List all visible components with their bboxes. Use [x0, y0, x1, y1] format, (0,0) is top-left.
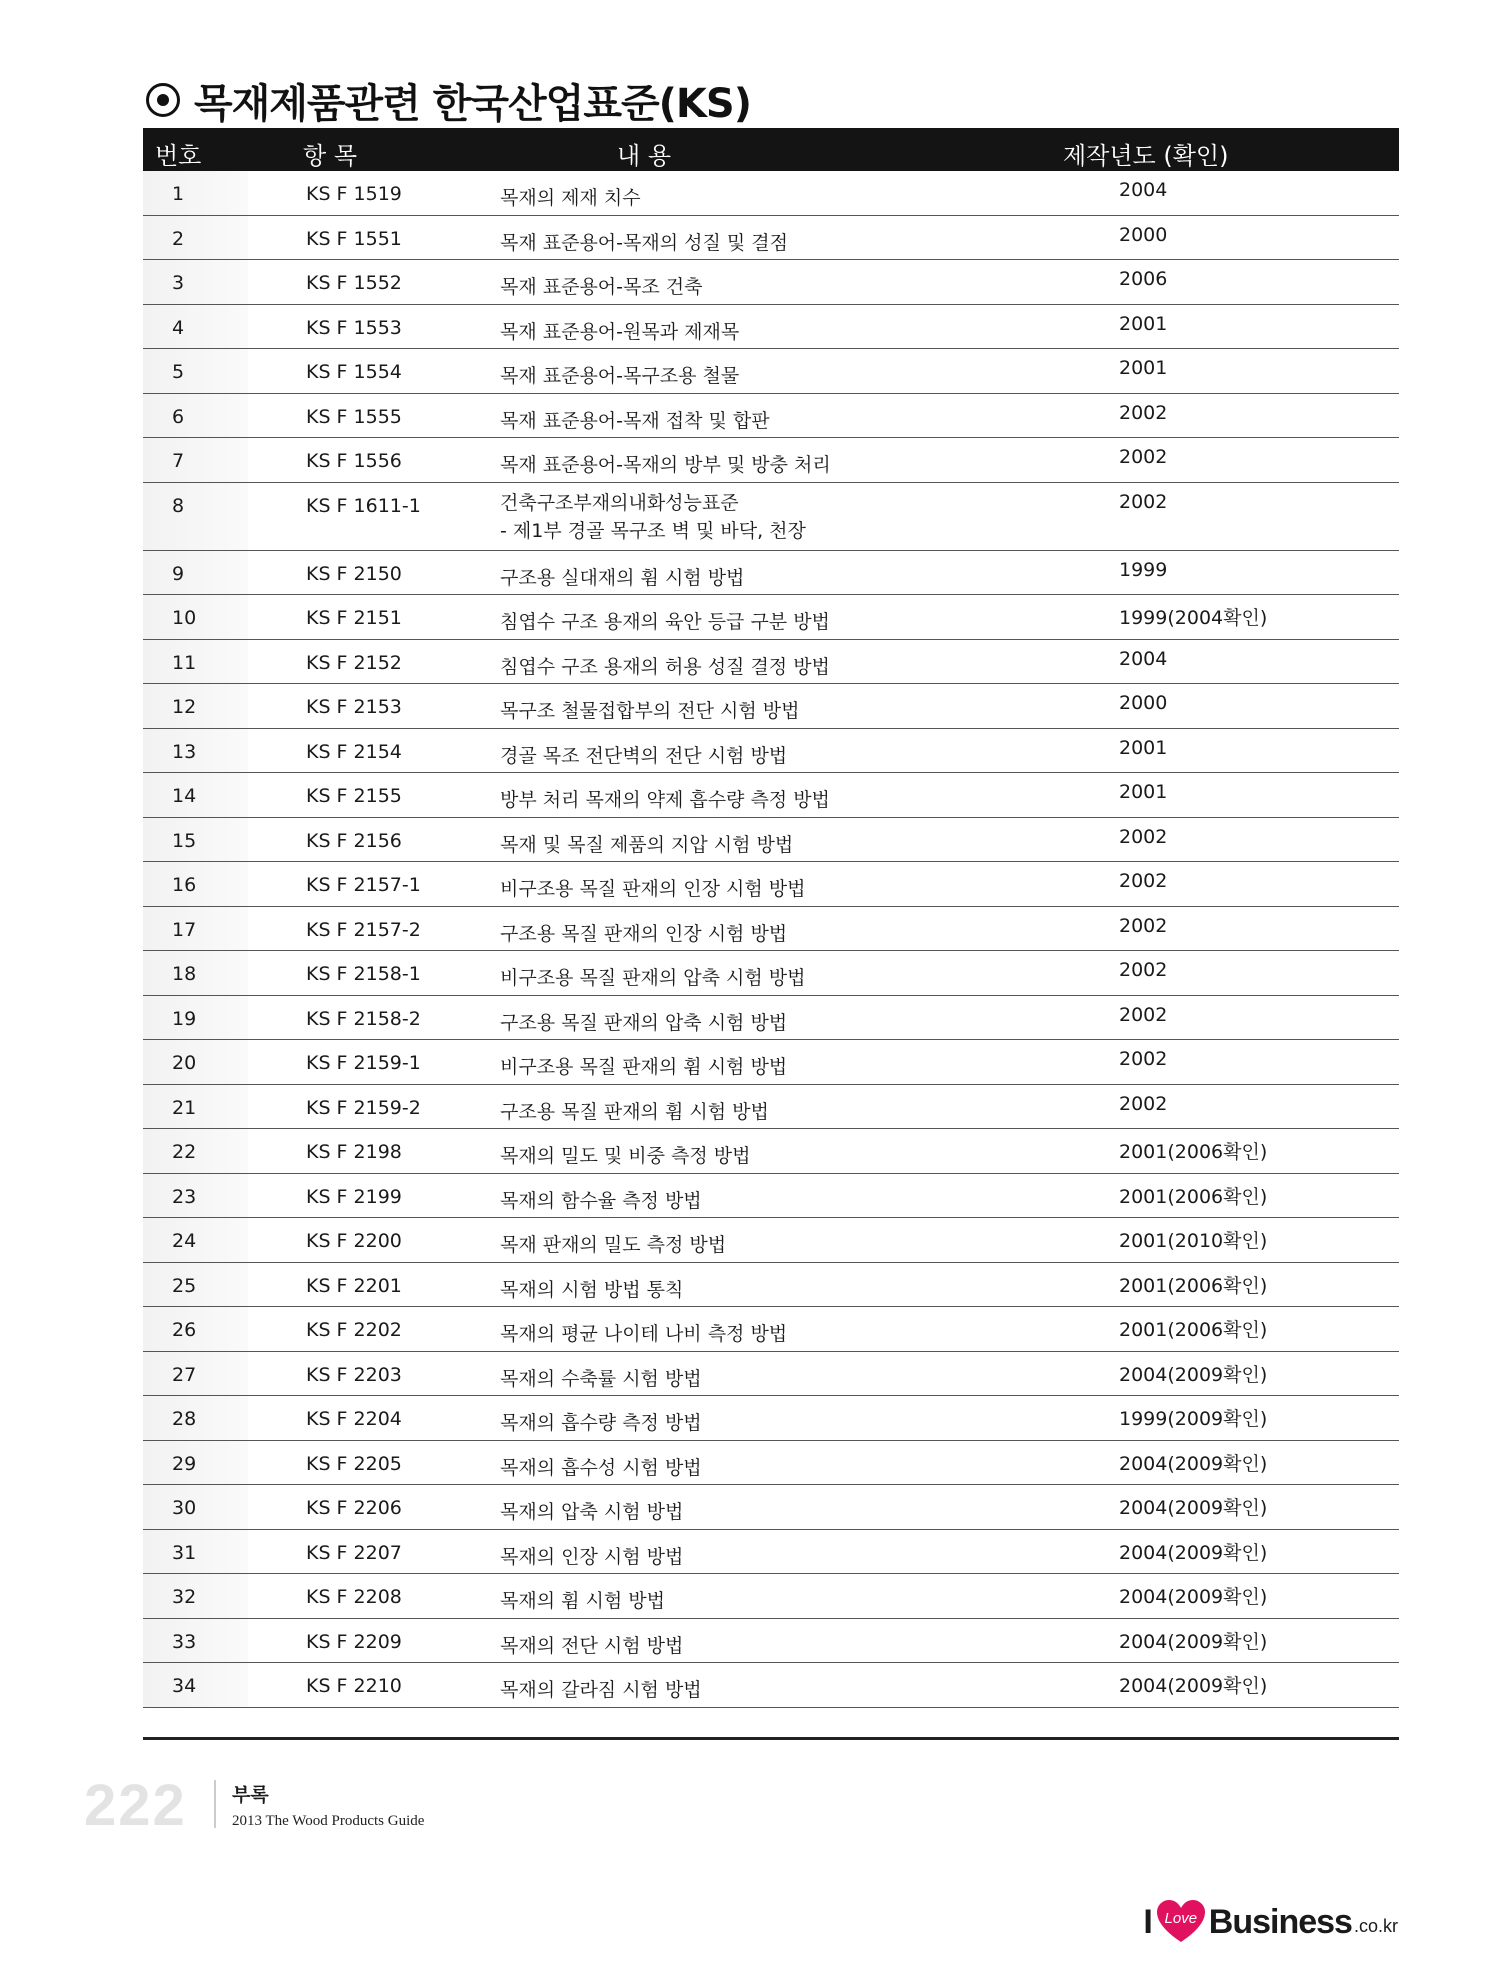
- header-num: 번호: [155, 142, 202, 170]
- row-code: KS F 1611-1: [306, 494, 421, 517]
- row-code: KS F 2202: [306, 1319, 402, 1341]
- row-description: 침엽수 구조 용재의 육안 등급 구분 방법: [500, 611, 830, 633]
- row-year: 2004(2009확인): [1119, 1497, 1268, 1519]
- row-description: 목재 판재의 밀도 측정 방법: [500, 1234, 727, 1256]
- table-row: [143, 349, 1399, 394]
- row-year: 2001(2010확인): [1119, 1230, 1268, 1252]
- row-number: 14: [172, 785, 197, 807]
- row-description: 목재의 갈라짐 시험 방법: [500, 1679, 702, 1701]
- row-year: 2001: [1119, 357, 1168, 379]
- bullet-circle-icon: [146, 83, 180, 117]
- table-row: [143, 907, 1399, 952]
- logo-love: Love: [1164, 1910, 1198, 1927]
- table-row: [143, 551, 1399, 596]
- row-description: 비구조용 목질 판재의 압축 시험 방법: [500, 967, 806, 989]
- table-row: [143, 305, 1399, 350]
- table-row: [143, 996, 1399, 1041]
- row-description: 건축구조부재의내화성능표준 - 제1부 경골 목구조 벽 및 바닥, 천장: [500, 491, 806, 542]
- row-code: KS F 2150: [306, 562, 402, 585]
- row-description: 방부 처리 목재의 약제 흡수량 측정 방법: [500, 789, 830, 811]
- row-year: 1999: [1119, 558, 1168, 581]
- row-year: 2002: [1119, 1092, 1168, 1115]
- page-title-text: 목재제품관련 한국산업표준(KS): [194, 80, 751, 127]
- table-row: [143, 773, 1399, 818]
- row-description: 구조용 목질 판재의 인장 시험 방법: [500, 922, 788, 945]
- row-number: 2: [172, 227, 185, 250]
- row-description: 목재의 흡수량 측정 방법: [500, 1412, 702, 1434]
- row-year: 2000: [1119, 692, 1168, 714]
- table-row: [143, 818, 1399, 863]
- row-code: KS F 1556: [306, 450, 402, 472]
- row-number: 30: [172, 1497, 197, 1519]
- row-code: KS F 2198: [306, 1141, 402, 1163]
- row-number: 5: [172, 361, 185, 383]
- row-number: 8: [172, 494, 185, 517]
- row-description: 비구조용 목질 판재의 휨 시험 방법: [500, 1056, 788, 1078]
- row-year: 2002: [1119, 825, 1168, 848]
- page-number: 222: [84, 1773, 187, 1838]
- table-row: [143, 729, 1399, 774]
- table-row: [143, 1530, 1399, 1575]
- row-code: KS F 2201: [306, 1274, 402, 1297]
- row-description: 목재 표준용어-목재 접착 및 합판: [500, 409, 770, 432]
- table-row: [143, 1663, 1399, 1708]
- logo-business: Business: [1208, 1902, 1352, 1941]
- row-year: 2002: [1119, 870, 1168, 892]
- row-year: 2001(2006확인): [1119, 1319, 1268, 1341]
- row-year: 2001(2006확인): [1119, 1185, 1268, 1208]
- row-code: KS F 2155: [306, 785, 402, 807]
- row-description: 목재 표준용어-목구조용 철물: [500, 365, 740, 387]
- row-number: 3: [172, 272, 185, 294]
- row-code: KS F 2158-2: [306, 1007, 421, 1030]
- table-row: [143, 394, 1399, 439]
- row-description: 목재의 밀도 및 비중 측정 방법: [500, 1145, 751, 1167]
- row-number: 33: [172, 1630, 197, 1653]
- row-code: KS F 2159-2: [306, 1096, 421, 1119]
- page-title: [146, 72, 751, 128]
- row-number: 13: [172, 740, 197, 763]
- table-header: [143, 128, 1399, 171]
- row-code: KS F 1553: [306, 316, 402, 339]
- row-code: KS F 2154: [306, 740, 402, 763]
- row-description: 구조용 목질 판재의 휨 시험 방법: [500, 1100, 769, 1123]
- bottom-rule: [143, 1737, 1399, 1740]
- row-description: 목재의 시험 방법 통칙: [500, 1278, 684, 1301]
- table-row: [143, 1441, 1399, 1486]
- row-description: 목재 표준용어-목재의 성질 및 결점: [500, 231, 788, 254]
- row-number: 15: [172, 829, 197, 852]
- header-code: 항 목: [303, 142, 357, 170]
- row-code: KS F 2200: [306, 1230, 402, 1252]
- row-year: 2004(2009확인): [1119, 1541, 1268, 1564]
- row-number: 24: [172, 1230, 197, 1252]
- table-row: [143, 1085, 1399, 1130]
- ks-standards-table: [143, 128, 1399, 1708]
- table-row: [143, 483, 1399, 551]
- row-number: 27: [172, 1363, 197, 1386]
- row-code: KS F 2157-2: [306, 918, 421, 941]
- row-year: 2002: [1119, 446, 1168, 468]
- row-year: 2001: [1119, 781, 1168, 803]
- row-description: 구조용 실대재의 휨 시험 방법: [500, 566, 745, 589]
- num-cell-bg: [143, 483, 248, 550]
- row-description: 비구조용 목질 판재의 인장 시험 방법: [500, 878, 806, 900]
- row-description: 경골 목조 전단벽의 전단 시험 방법: [500, 744, 788, 767]
- row-number: 6: [172, 405, 185, 428]
- row-number: 17: [172, 918, 197, 941]
- row-description: 목재의 평균 나이테 나비 측정 방법: [500, 1323, 788, 1345]
- row-year: 2006: [1119, 268, 1168, 290]
- row-number: 25: [172, 1274, 197, 1297]
- row-code: KS F 2156: [306, 829, 402, 852]
- table-row: [143, 595, 1399, 640]
- row-description: 목재의 휨 시험 방법: [500, 1590, 665, 1612]
- row-year: 2000: [1119, 223, 1168, 246]
- row-number: 26: [172, 1319, 197, 1341]
- row-code: KS F 1555: [306, 405, 402, 428]
- row-code: KS F 1551: [306, 227, 402, 250]
- row-year: 2002: [1119, 401, 1168, 424]
- row-number: 34: [172, 1675, 197, 1697]
- table-row: [143, 171, 1399, 216]
- row-description: 목재의 전단 시험 방법: [500, 1634, 684, 1657]
- row-description: 목재 및 목질 제품의 지압 시험 방법: [500, 833, 794, 856]
- row-code: KS F 2210: [306, 1675, 402, 1697]
- row-year: 2002: [1119, 490, 1168, 513]
- row-code: KS F 2158-1: [306, 963, 421, 985]
- header-year: 제작년도 (확인): [1063, 142, 1229, 170]
- row-code: KS F 2203: [306, 1363, 402, 1386]
- row-number: 32: [172, 1586, 197, 1608]
- heart-icon: [1157, 1900, 1205, 1944]
- row-code: KS F 2157-1: [306, 874, 421, 896]
- table-row: [143, 260, 1399, 305]
- row-number: 19: [172, 1007, 197, 1030]
- row-year: 1999(2009확인): [1119, 1408, 1268, 1430]
- row-description: 목재의 제재 치수: [500, 187, 641, 209]
- row-code: KS F 2209: [306, 1630, 402, 1653]
- row-number: 31: [172, 1541, 197, 1564]
- row-year: 2001: [1119, 312, 1168, 335]
- row-year: 1999(2004확인): [1119, 607, 1268, 629]
- row-year: 2004(2009확인): [1119, 1363, 1268, 1386]
- table-row: [143, 951, 1399, 996]
- row-year: 2004(2009확인): [1119, 1452, 1268, 1475]
- row-year: 2001(2006확인): [1119, 1141, 1268, 1163]
- num-cell-bg: [143, 551, 248, 595]
- row-year: 2004(2009확인): [1119, 1675, 1268, 1697]
- row-description: 목재 표준용어-원목과 제재목: [500, 320, 740, 343]
- section-label: 부록: [232, 1784, 269, 1806]
- table-row: [143, 1485, 1399, 1530]
- row-code: KS F 1554: [306, 361, 402, 383]
- row-number: 9: [172, 562, 185, 585]
- table-row: [143, 640, 1399, 685]
- row-code: KS F 2199: [306, 1185, 402, 1208]
- row-code: KS F 2206: [306, 1497, 402, 1519]
- row-year: 2002: [1119, 914, 1168, 937]
- row-number: 12: [172, 696, 197, 718]
- row-year: 2002: [1119, 1003, 1168, 1026]
- row-number: 29: [172, 1452, 197, 1475]
- row-year: 2004(2009확인): [1119, 1586, 1268, 1608]
- row-year: 2004: [1119, 647, 1168, 670]
- row-year: 2001: [1119, 736, 1168, 759]
- row-code: KS F 2159-1: [306, 1052, 421, 1074]
- ilovebusiness-logo: [1143, 1900, 1398, 1944]
- table-row: [143, 1218, 1399, 1263]
- row-description: 목재의 수축률 시험 방법: [500, 1367, 702, 1390]
- table-row: [143, 1129, 1399, 1174]
- row-code: KS F 2153: [306, 696, 402, 718]
- row-code: KS F 2152: [306, 651, 402, 674]
- row-description: 목재의 함수율 측정 방법: [500, 1189, 702, 1212]
- table-row: [143, 1352, 1399, 1397]
- row-code: KS F 2205: [306, 1452, 402, 1475]
- num-cell-bg: [143, 394, 248, 438]
- row-description: 목재의 인장 시험 방법: [500, 1545, 684, 1568]
- row-code: KS F 2208: [306, 1586, 402, 1608]
- row-description: 목재의 흡수성 시험 방법: [500, 1456, 702, 1479]
- row-number: 20: [172, 1052, 197, 1074]
- row-description: 목재 표준용어-목재의 방부 및 방충 처리: [500, 454, 831, 476]
- row-number: 28: [172, 1408, 197, 1430]
- row-year: 2002: [1119, 1048, 1168, 1070]
- row-description: 목재 표준용어-목조 건축: [500, 276, 703, 298]
- table-body: [143, 171, 1399, 1708]
- footer-divider: [214, 1780, 216, 1828]
- row-description: 목구조 철물접합부의 전단 시험 방법: [500, 700, 800, 722]
- table-row: [143, 1263, 1399, 1308]
- table-row: [143, 1396, 1399, 1441]
- row-description: 침엽수 구조 용재의 허용 성질 결정 방법: [500, 655, 830, 678]
- table-row: [143, 1040, 1399, 1085]
- row-number: 21: [172, 1096, 197, 1119]
- table-row: [143, 862, 1399, 907]
- row-number: 16: [172, 874, 197, 896]
- table-row: [143, 684, 1399, 729]
- row-year: 2001(2006확인): [1119, 1274, 1268, 1297]
- table-row: [143, 1574, 1399, 1619]
- table-row: [143, 1619, 1399, 1664]
- row-code: KS F 2151: [306, 607, 402, 629]
- row-number: 10: [172, 607, 197, 629]
- row-number: 23: [172, 1185, 197, 1208]
- publication-title: 2013 The Wood Products Guide: [232, 1813, 425, 1829]
- table-row: [143, 1174, 1399, 1219]
- logo-i: I: [1143, 1902, 1153, 1941]
- row-code: KS F 1552: [306, 272, 402, 294]
- row-code: KS F 1519: [306, 183, 402, 205]
- row-year: 2004(2009확인): [1119, 1630, 1268, 1653]
- table-row: [143, 1307, 1399, 1352]
- num-cell-bg: [143, 216, 248, 260]
- num-cell-bg: [143, 305, 248, 349]
- row-year: 2004: [1119, 179, 1168, 201]
- row-description: 구조용 목질 판재의 압축 시험 방법: [500, 1011, 788, 1034]
- num-cell-bg: [143, 349, 248, 393]
- row-code: KS F 2207: [306, 1541, 402, 1564]
- row-number: 4: [172, 316, 185, 339]
- row-description: 목재의 압축 시험 방법: [500, 1501, 684, 1523]
- row-code: KS F 2204: [306, 1408, 402, 1430]
- row-number: 7: [172, 450, 185, 472]
- logo-domain: .co.kr: [1353, 1915, 1398, 1936]
- table-row: [143, 438, 1399, 483]
- row-year: 2002: [1119, 959, 1168, 981]
- table-row: [143, 216, 1399, 261]
- row-number: 18: [172, 963, 197, 985]
- row-number: 1: [172, 183, 185, 205]
- num-cell-bg: [143, 171, 248, 215]
- row-number: 22: [172, 1141, 197, 1163]
- row-number: 11: [172, 651, 197, 674]
- header-desc: 내 용: [617, 142, 671, 170]
- num-cell-bg: [143, 438, 248, 482]
- num-cell-bg: [143, 260, 248, 304]
